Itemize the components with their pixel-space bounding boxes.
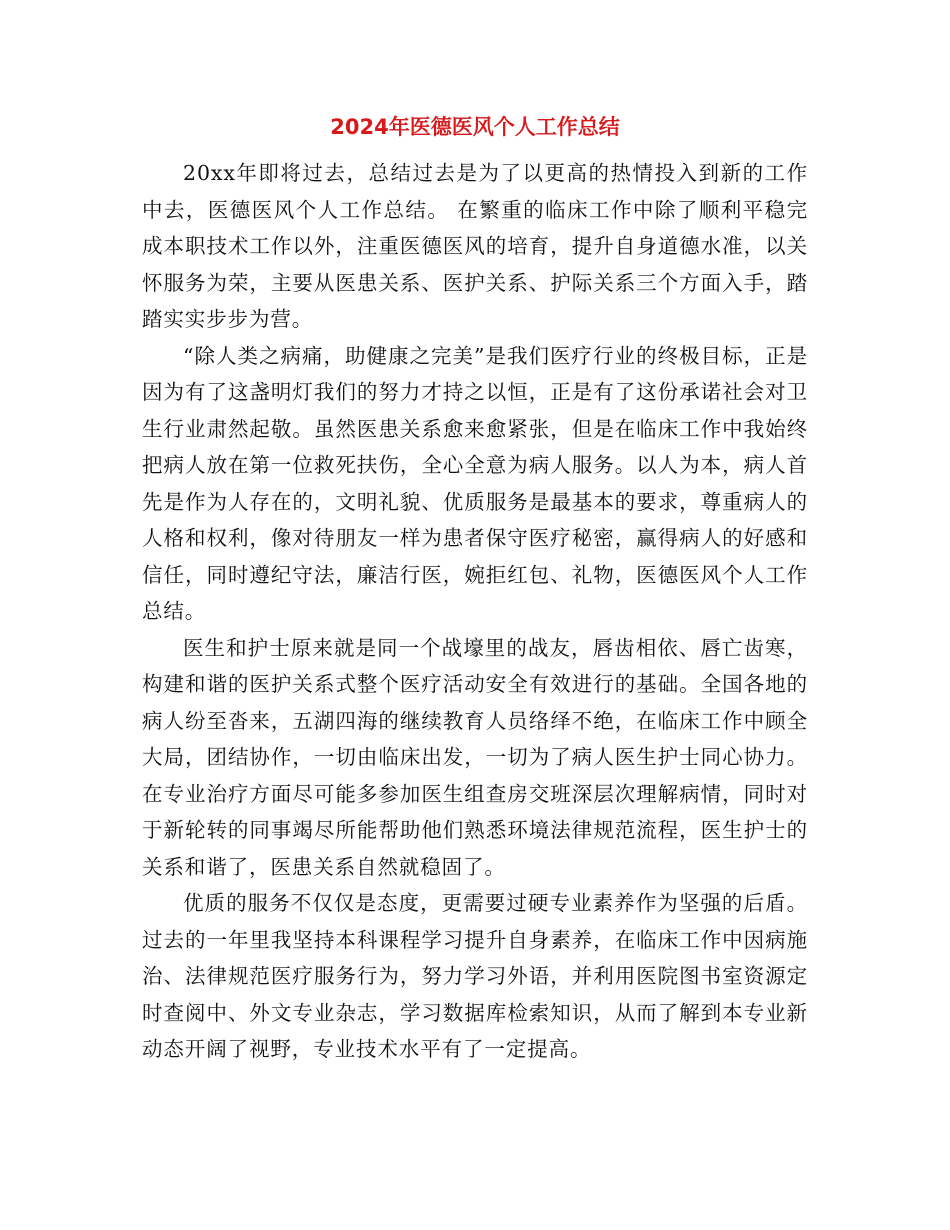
paragraph-1: 20xx年即将过去，总结过去是为了以更高的热情投入到新的工作中去，医德医风个人工作总结。 在繁重的临床工作中除了顺利平稳完成本职技术工作以外，注重医德医风的培育，提升自身道德水准，以关怀服务为荣，主要从医患关系、医护关系、护际关系三个方面入手，踏踏实实步步为营。	[142, 161, 808, 331]
paragraph-2: “除人类之病痛，助健康之完美”是我们医疗行业的终极目标，正是因为有了这盏明灯我们的努力才持之以恒，正是有了这份承诺社会对卫生行业肃然起敬。虽然医患关系愈来愈紧张，但是在临床工作中我始终把病人放在第一位救死扶伤，全心全意为病人服务。以人为本，病人首先是作为人存在的，文明礼貌、优质服务是最基本的要求，尊重病人的人格和权利，像对待朋友一样为患者保守医疗秘密，赢得病人的好感和信任，同时遵纪守法，廉洁行医，婉拒红包、礼物，医德医风个人工作总结。	[142, 343, 808, 623]
paragraph-3: 医生和护士原来就是同一个战壕里的战友，唇齿相依、唇亡齿寒，构建和谐的医护关系式整个医疗活动安全有效进行的基础。全国各地的病人纷至沓来，五湖四海的继续教育人员络绎不绝，在临床工作中顾全大局，团结协作，一切由临床出发，一切为了病人医生护士同心协力。在专业治疗方面尽可能多参加医生组查房交班深层次理解病情，同时对于新轮转的同事竭尽所能帮助他们熟悉环境法律规范流程，医生护士的关系和谐了，医患关系自然就稳固了。	[142, 635, 808, 879]
document-title: 2024年医德医风个人工作总结	[330, 115, 620, 139]
document-body	[142, 155, 808, 1068]
paragraph-4: 优质的服务不仅仅是态度，更需要过硬专业素养作为坚强的后盾。过去的一年里我坚持本科课程学习提升自身素养，在临床工作中因病施治、法律规范医疗服务行为，努力学习外语，并利用医院图书室资源定时查阅中、外文专业杂志，学习数据库检索知识，从而了解到本专业新动态开阔了视野，专业技术水平有了一定提高。	[142, 891, 808, 1061]
